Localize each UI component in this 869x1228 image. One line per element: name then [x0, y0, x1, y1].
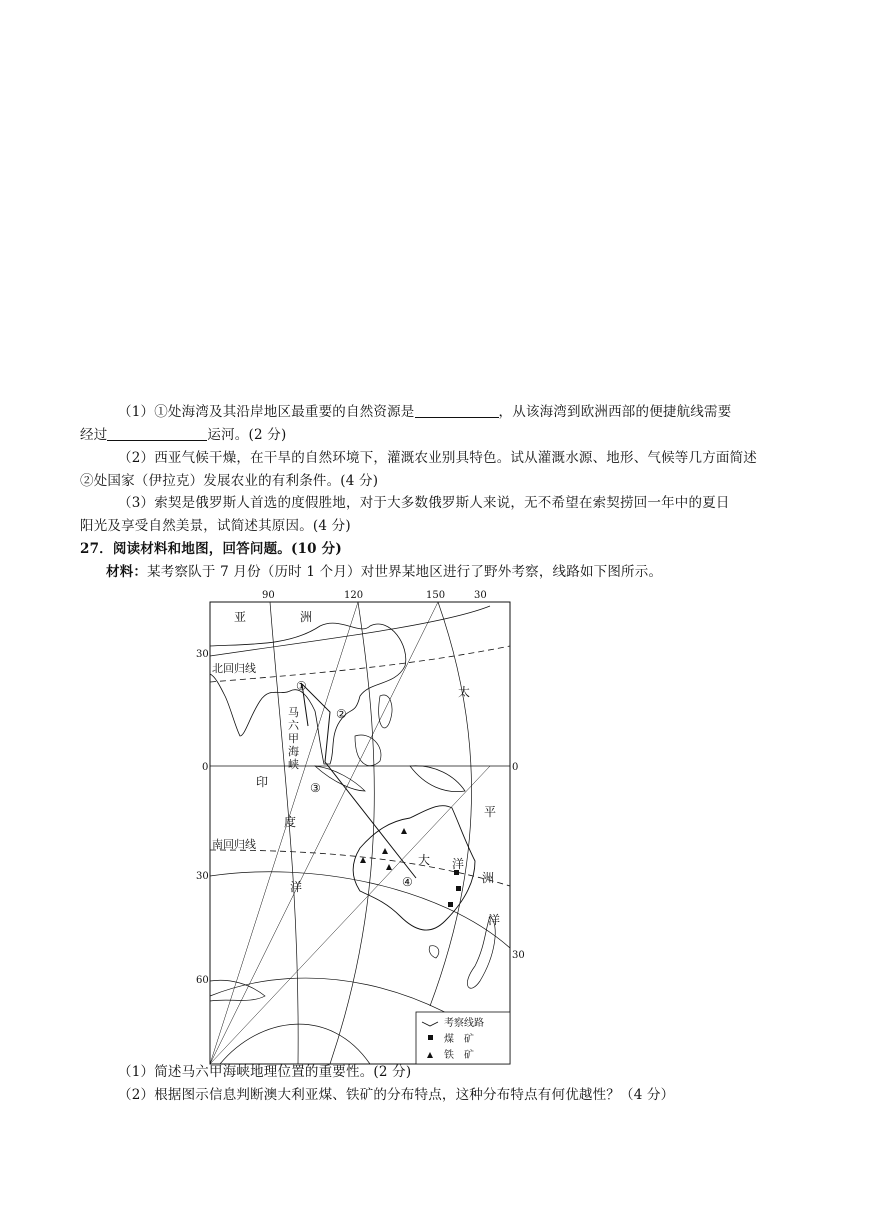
strait-label-1: 马 [288, 706, 299, 719]
meridian-150 [430, 602, 472, 1006]
q27-sub1: （1）简述马六甲海峡地理位置的重要性。(2 分) [118, 1064, 412, 1080]
material-label: 材料： [106, 564, 148, 580]
borneo-coast [355, 735, 381, 766]
tasmania-coast [429, 946, 439, 958]
lat-label-30s-left: 30 [196, 871, 209, 882]
region-asia-2: 洲 [300, 610, 313, 624]
q27-heading: 27．阅读材料和地图，回答问题。(10 分) [80, 541, 342, 557]
sumatra-java-coast [315, 766, 365, 791]
meridian-120 [330, 602, 374, 1064]
q26-2-line1: （2）西亚气候干燥，在干旱的自然环境下，灌溉农业别具特色。试从灌溉水源、地形、气候等几方面简述 [118, 450, 757, 466]
lat-label-0-left: 0 [202, 762, 209, 773]
lat-label-60s: 60 [196, 975, 209, 986]
region-indian-2: 度 [284, 815, 297, 829]
q27-material [106, 563, 662, 581]
marker-4: ④ [402, 875, 413, 889]
lon-label-150: 150 [426, 590, 446, 601]
polar-arc [220, 1024, 370, 1064]
philippines-coast [379, 695, 392, 728]
region-indian-1: 印 [256, 775, 269, 789]
region-pacific-3: 洋 [452, 857, 465, 871]
region-indian-3: 洋 [290, 880, 303, 894]
answer-blank-1[interactable] [415, 404, 499, 418]
region-pacific-4: 洲 [482, 871, 495, 885]
coal-mine-marker [456, 886, 461, 891]
legend-route-label: 考察线路 [444, 1018, 484, 1029]
q26-1-line1 [118, 403, 731, 421]
legend-coal-label: 煤 矿 [444, 1034, 474, 1045]
q27-sub2: （2）根据图示信息判断澳大利亚煤、铁矿的分布特点，这种分布特点有何优越性？（4 分） [118, 1087, 675, 1103]
region-pacific-1: 太 [458, 685, 471, 699]
iron-mine-marker [382, 848, 388, 854]
iron-mine-marker [386, 864, 392, 870]
antarctica-coast [210, 980, 265, 1001]
lon-label-30: 30 [474, 590, 487, 601]
strait-label-3: 甲 [288, 732, 299, 745]
strait-label-2: 六 [288, 719, 299, 732]
q26-2-line2: ②处国家（伊拉克）发展农业的有利条件。(4 分) [80, 473, 379, 489]
lon-label-120: 120 [344, 590, 364, 601]
q26-3-line1: （3）索契是俄罗斯人首选的度假胜地，对于大多数俄罗斯人来说，无不希望在索契捞回一年中的夏日 [118, 495, 730, 511]
region-pacific-2: 平 [484, 805, 497, 819]
parallel-30n [210, 606, 490, 656]
legend-iron-label: 铁 矿 [444, 1050, 474, 1061]
answer-blank-2[interactable] [107, 427, 207, 441]
tropic-south-label: 南回归线 [212, 838, 256, 851]
route-map [190, 586, 530, 1076]
q26-3-line2: 阳光及享受自然美景，试简述其原因。(4 分) [80, 518, 351, 534]
q26-1-text-a: （1）①处海湾及其沿岸地区最重要的自然资源是 [118, 404, 415, 420]
lat-label-0-right: 0 [512, 762, 519, 773]
coal-legend-icon [428, 1035, 433, 1040]
iron-mine-marker [360, 857, 366, 863]
iron-mine-marker [401, 828, 407, 834]
lat-label-30s-right: 30 [512, 950, 525, 961]
q26-1-text-c: 经过 [80, 427, 108, 443]
region-pacific-5: 洋 [488, 913, 501, 927]
tropic-north-label: 北回归线 [212, 662, 256, 675]
q26-1-line2 [80, 426, 286, 444]
marker-2: ② [336, 707, 347, 721]
marker-3: ③ [310, 781, 321, 795]
q26-1-text-b: ，从该海湾到欧洲西部的便捷航线需要 [498, 404, 732, 420]
region-asia-1: 亚 [234, 610, 247, 624]
lat-label-30n: 30 [196, 649, 209, 660]
strait-label-4: 海 [288, 745, 299, 758]
lon-label-90: 90 [262, 590, 275, 601]
coal-mine-marker [448, 902, 453, 907]
marker-1: ① [296, 679, 307, 693]
material-text: 某考察队于 7 月份（历时 1 个月）对世界某地区进行了野外考察，线路如下图所示。 [147, 564, 663, 580]
parallel-30s [210, 872, 510, 948]
strait-label-5: 峡 [288, 758, 299, 771]
q26-1-text-d: 运河。(2 分) [207, 427, 287, 443]
new-guinea-coast [410, 766, 465, 792]
region-australia: 大 [418, 853, 431, 867]
